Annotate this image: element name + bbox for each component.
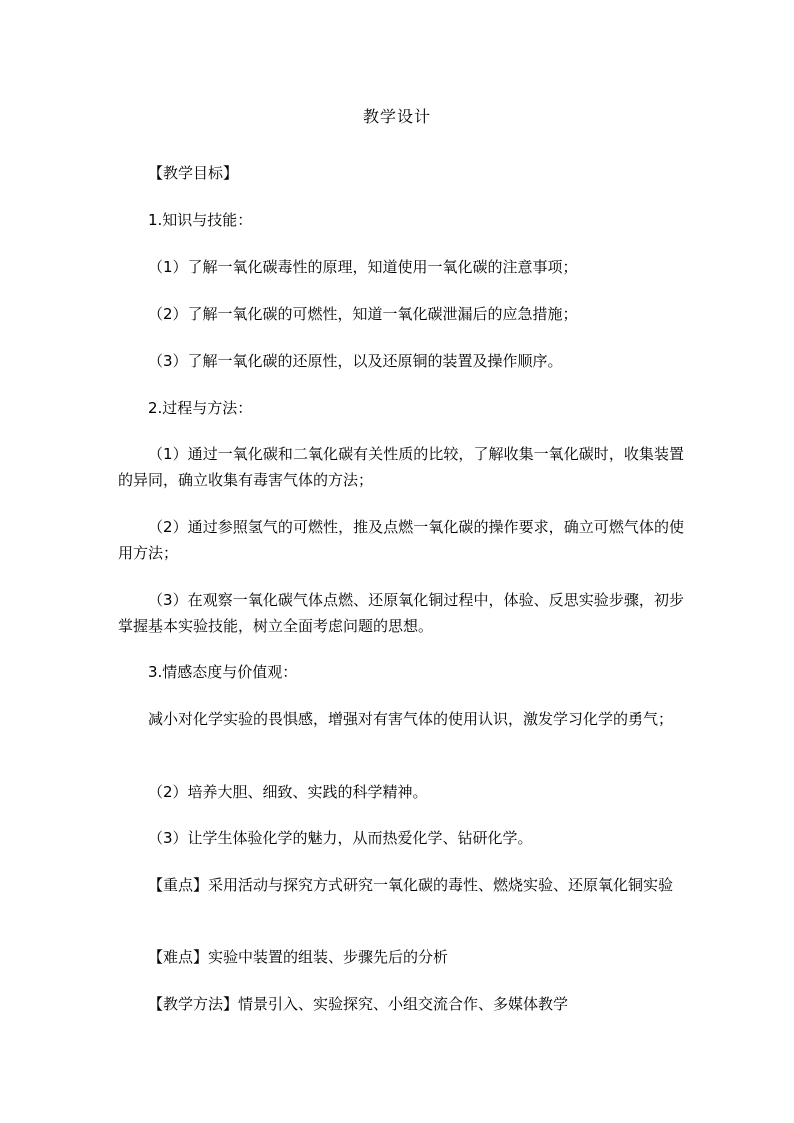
subsection-knowledge-skills: 1.知识与技能： <box>148 211 253 229</box>
paragraph-item: （3）了解一氧化碳的还原性，以及还原铜的装置及操作顺序。 <box>148 352 563 370</box>
section-heading-objectives: 【教学目标】 <box>148 164 239 182</box>
section-teaching-methods: 【教学方法】情景引入、实验探究、小组交流合作、多媒体教学 <box>148 995 569 1013</box>
paragraph-item: （2）培养大胆、细致、实践的科学精神。 <box>148 783 428 801</box>
section-difficulties: 【难点】实验中装置的组装、步骤先后的分析 <box>148 948 449 966</box>
paragraph-item: （1）通过一氧化碳和二氧化碳有关性质的比较，了解收集一氧化碳时，收集装置的异同，确立收集有毒害气体的方法； <box>118 445 684 489</box>
paragraph-item: （3）让学生体验化学的魅力，从而热爱化学、钻研化学。 <box>148 829 533 847</box>
subsection-attitudes-values: 3.情感态度与价值观： <box>148 663 298 681</box>
paragraph-item: （1）了解一氧化碳毒性的原理，知道使用一氧化碳的注意事项； <box>148 258 578 276</box>
paragraph-item: （2）通过参照氢气的可燃性，推及点燃一氧化碳的操作要求，确立可燃气体的使用方法； <box>118 518 684 562</box>
subsection-process-methods: 2.过程与方法： <box>148 399 253 417</box>
paragraph-item: （3）在观察一氧化碳气体点燃、还原氧化铜过程中，体验、反思实验步骤，初步掌握基本实验技能，树立全面考虑问题的思想。 <box>118 591 684 635</box>
paragraph-item: 减小对化学实验的畏惧感，增强对有害气体的使用认识，激发学习化学的勇气； <box>148 710 674 728</box>
paragraph-item: （2）了解一氧化碳的可燃性，知道一氧化碳泄漏后的应急措施； <box>148 305 578 323</box>
section-key-points: 【重点】采用活动与探究方式研究一氧化碳的毒性、燃烧实验、还原氧化铜实验 <box>148 876 674 894</box>
document-title: 教学设计 <box>362 107 431 126</box>
